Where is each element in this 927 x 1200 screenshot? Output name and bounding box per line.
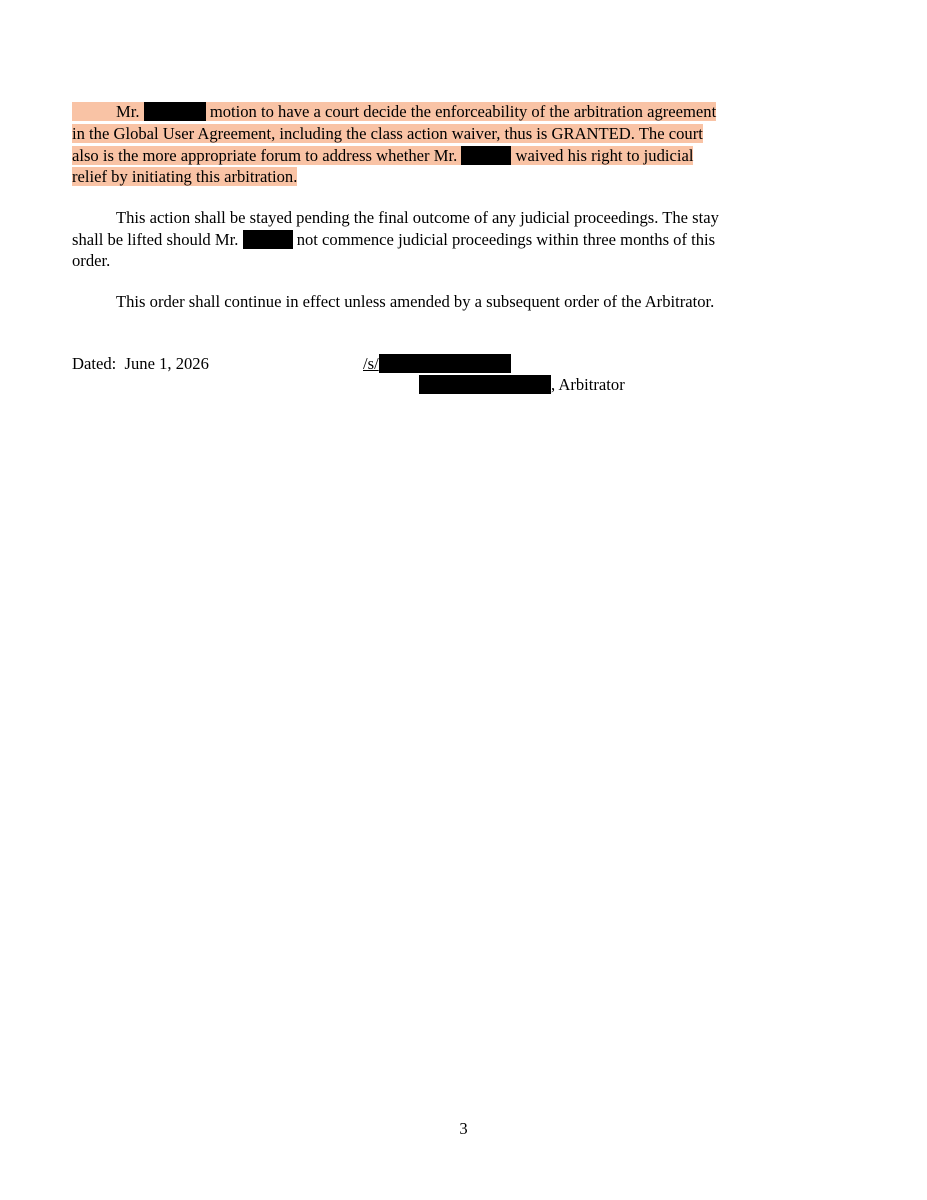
arbitrator-title: , Arbitrator — [551, 375, 625, 394]
page-number: 3 — [459, 1119, 468, 1138]
text-fragment: This order shall continue in effect unless amended by a subsequent order of the Arbitrator. — [116, 292, 715, 311]
text-fragment: order. — [72, 251, 111, 270]
redaction-bar — [379, 354, 511, 373]
dated-label: Dated: — [72, 354, 117, 373]
text-fragment: motion to have a court decide the enforceability of the arbitration agreement — [205, 102, 717, 121]
text-fragment: This action shall be stayed pending the final outcome of any judicial proceedings. The stay — [116, 208, 719, 227]
text-mr: Mr. — [116, 102, 140, 121]
dated-line — [72, 353, 209, 374]
paragraph-2-line-2 — [72, 229, 715, 250]
paragraph-1-line-1 — [72, 101, 716, 122]
text-fragment: in the Global User Agreement, including the class action waiver, thus is GRANTED. The court — [72, 124, 703, 143]
signature-line — [363, 353, 511, 374]
redaction-bar — [461, 146, 511, 165]
paragraph-3-line-1 — [116, 291, 714, 312]
text-fragment: waived his right to judicial — [511, 146, 694, 165]
text-fragment: relief by initiating this arbitration. — [72, 167, 298, 186]
paragraph-2-line-1 — [116, 207, 719, 228]
paragraph-1-line-3 — [72, 145, 693, 166]
text-fragment: not commence judicial proceedings within three months of this — [292, 230, 716, 249]
text-fragment: shall be lifted should Mr. — [72, 230, 239, 249]
paragraph-2-line-3 — [72, 250, 110, 271]
redaction-bar — [419, 375, 551, 394]
date-value: June 1, 2026 — [124, 354, 209, 373]
paragraph-1-line-4 — [72, 166, 297, 187]
arbitrator-name-line — [419, 374, 625, 395]
redaction-bar — [243, 230, 293, 249]
signature-prefix: /s/ — [363, 354, 379, 373]
paragraph-1-line-2 — [72, 123, 703, 144]
redaction-bar — [144, 102, 206, 121]
text-fragment: also is the more appropriate forum to address whether Mr. — [72, 146, 458, 165]
